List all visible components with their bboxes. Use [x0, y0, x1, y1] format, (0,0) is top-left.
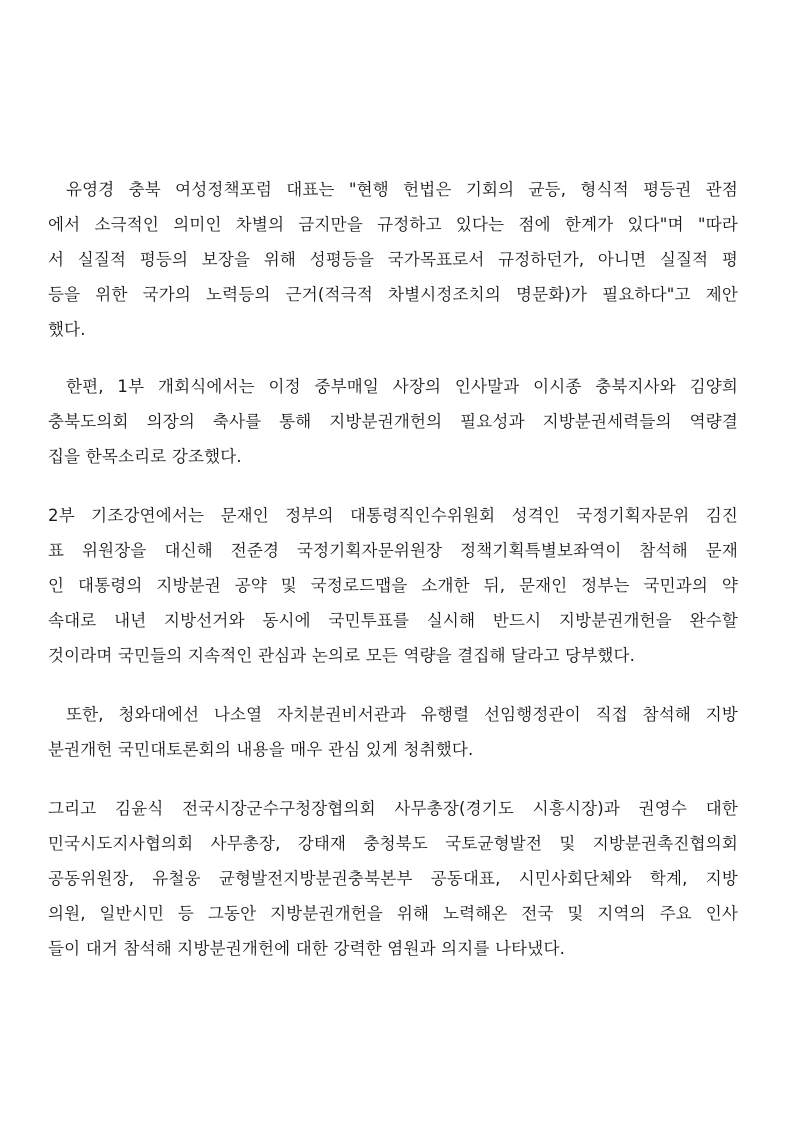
- text-line: 했다.: [48, 320, 86, 339]
- text-line: 분권개헌 국민대토론회의 내용을 매우 관심 있게 청취했다.: [48, 740, 474, 759]
- text-line: 표 위원장을 대신해 전준경 국정기획자문위원장 정책기획특별보좌역이 참석해 문재: [48, 541, 738, 560]
- text-line: 집을 한목소리로 강조했다.: [48, 447, 242, 466]
- text-line: 의원, 일반시민 등 그동안 지방분권개헌을 위해 노력해온 전국 및 지역의 주요 인사: [48, 904, 738, 923]
- text-line: 민국시도지사협의회 사무총장, 강태재 충청북도 국토균형발전 및 지방분권촉진협의회: [48, 834, 738, 853]
- text-line: 것이라며 국민들의 지속적인 관심과 논의로 모든 역량을 결집해 달라고 당부했다.: [48, 646, 636, 665]
- text-line: 한편, 1부 개회식에서는 이정 중부매일 사장의 인사말과 이시종 충북지사와 김양희: [66, 377, 738, 396]
- text-line: 유영경 충북 여성정책포럼 대표는 "현행 헌법은 기회의 균등, 형식적 평등권 관점: [66, 180, 738, 199]
- text-line: 에서 소극적인 의미인 차별의 금지만을 규정하고 있다는 점에 한계가 있다"며 "따라: [48, 215, 738, 234]
- text-line: 들이 대거 참석해 지방분권개헌에 대한 강력한 염원과 의지를 나타냈다.: [48, 939, 566, 958]
- text-line: 등을 위한 국가의 노력등의 근거(적극적 차별시정조치의 명문화)가 필요하다"고 제안: [48, 285, 738, 304]
- text-line: 서 실질적 평등의 보장을 위해 성평등을 국가목표로서 규정하던가, 아니면 실질적 평: [48, 250, 738, 269]
- document-page: [48, 172, 738, 990]
- text-line: 또한, 청와대에선 나소열 자치분권비서관과 유행렬 선임행정관이 직접 참석해 지방: [66, 705, 738, 724]
- paragraph-yoo-youngkyung-remarks: [48, 172, 738, 347]
- paragraph-blue-house-attendance: [48, 697, 738, 767]
- text-line: 인 대통령의 지방분권 공약 및 국정로드맵을 소개한 뒤, 문재인 정부는 국민과의 약: [48, 576, 738, 595]
- text-line: 2부 기조강연에서는 문재인 정부의 대통령직인수위원회 성격인 국정기획자문위 김진: [48, 506, 738, 525]
- text-line: 속대로 내년 지방선거와 동시에 국민투표를 실시해 반드시 지방분권개헌을 완수할: [48, 611, 738, 630]
- text-line: 충북도의회 의장의 축사를 통해 지방분권개헌의 필요성과 지방분권세력들의 역량결: [48, 412, 738, 431]
- paragraph-attendees: [48, 791, 738, 966]
- paragraph-keynote-session: [48, 498, 738, 673]
- text-line: 공동위원장, 유철웅 균형발전지방분권충북본부 공동대표, 시민사회단체와 학계, 지방: [48, 869, 738, 888]
- paragraph-opening-ceremony: [48, 369, 738, 474]
- text-line: 그리고 김윤식 전국시장군수구청장협의회 사무총장(경기도 시흥시장)과 권영수 대한: [48, 799, 738, 818]
